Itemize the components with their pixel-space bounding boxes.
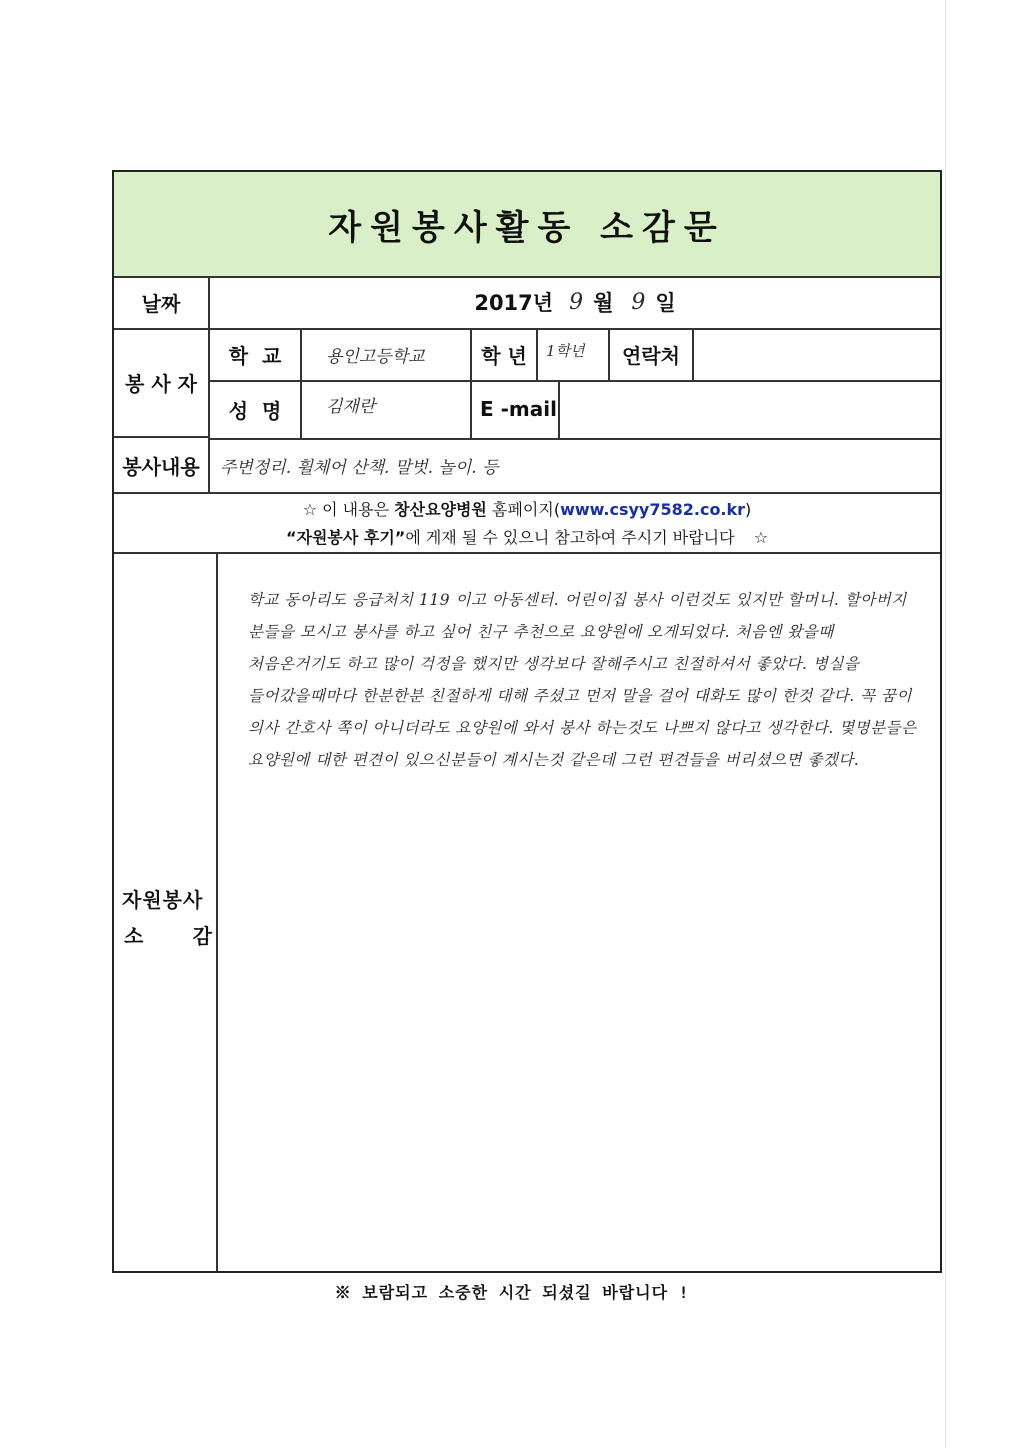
star-icon: ☆	[753, 528, 769, 547]
contact-label: 연락처	[610, 328, 694, 380]
notice-line1-pre: 이 내용은	[322, 500, 390, 519]
notice-line1-mid: 홈페이지(	[492, 500, 561, 519]
date-month: 9	[569, 289, 584, 315]
notice-line-2	[114, 524, 940, 552]
school-row	[210, 328, 940, 382]
hospital-name: 창산요양병원	[394, 500, 487, 519]
activity-value: 주변정리. 휠체어 산책. 말벗. 놀이. 등	[220, 457, 499, 478]
form-title: 자원봉사활동 소감문	[114, 172, 940, 278]
essay-body	[218, 554, 940, 1271]
essay-label-so: 소	[124, 924, 144, 948]
volunteer-label: 봉 사 자	[114, 328, 210, 438]
notice-line-1	[114, 496, 940, 524]
notice-review-quote: “자원봉사 후기”	[285, 528, 406, 547]
email-label: E -mail	[472, 380, 560, 438]
date-label: 날짜	[114, 276, 210, 328]
email-value	[560, 380, 940, 438]
star-icon: ☆	[302, 500, 318, 519]
publication-notice	[114, 492, 940, 554]
footer-message: ※ 보람되고 소중한 시간 되셨길 바랍니다 !	[334, 1283, 690, 1302]
grade-label: 학 년	[472, 328, 538, 380]
date-day-unit: 일	[655, 291, 676, 315]
essay-label-line1: 자원봉사	[122, 888, 204, 912]
volunteer-report-form	[112, 170, 942, 1273]
homepage-link[interactable]: www.csyy7582.co.kr	[560, 500, 746, 519]
date-month-unit: 월	[593, 291, 614, 315]
name-value: 김재란	[302, 380, 472, 438]
date-value	[210, 276, 940, 328]
contact-value	[694, 328, 940, 380]
notice-line2-rest: 에 게재 될 수 있으니 참고하여 주시기 바랍니다	[405, 528, 735, 547]
activity-label: 봉사내용	[114, 438, 210, 492]
date-day: 9	[631, 289, 646, 315]
scan-edge-line	[945, 0, 946, 1448]
notice-line1-end: )	[745, 500, 752, 519]
school-value: 용인고등학교	[302, 328, 472, 380]
activity-row	[114, 438, 940, 494]
essay-label	[114, 554, 218, 1271]
date-year: 2017년	[474, 291, 554, 315]
school-label: 학 교	[210, 328, 302, 380]
name-row	[210, 380, 940, 440]
essay-label-gam: 감	[192, 924, 212, 948]
grade-value: 1학년	[538, 328, 610, 380]
name-label: 성 명	[210, 380, 302, 438]
essay-text: 학교 동아리도 응급처치 119 이고 아동센터. 어린이집 봉사 이런것도 있지만 할머니. 할아버지 분들을 모시고 봉사를 하고 싶어 친구 추천으로 요양원에 오게되었다. 처음엔 왔을때 처음온거기도 하고 많이 걱정을 했지만 생각보다 잘해주시고 친절하셔서 좋았다. 병실을 들어갔을때마다 한분한분 친절하게 대해 주셨고 먼저 말을 걸어 대화도 많이 한것 같다. 꼭 꿈이 의사 간호사 쪽이 아니더라도 요양원에 와서 봉사 하는것도 나쁘지 않다고 생각한다. 몇명분들은 요양원에 대한 편견이 있으신분들이 계시는것 같은데 그런 편견들을 버리셨으면 좋겠다.	[248, 591, 917, 769]
date-row	[114, 276, 940, 330]
